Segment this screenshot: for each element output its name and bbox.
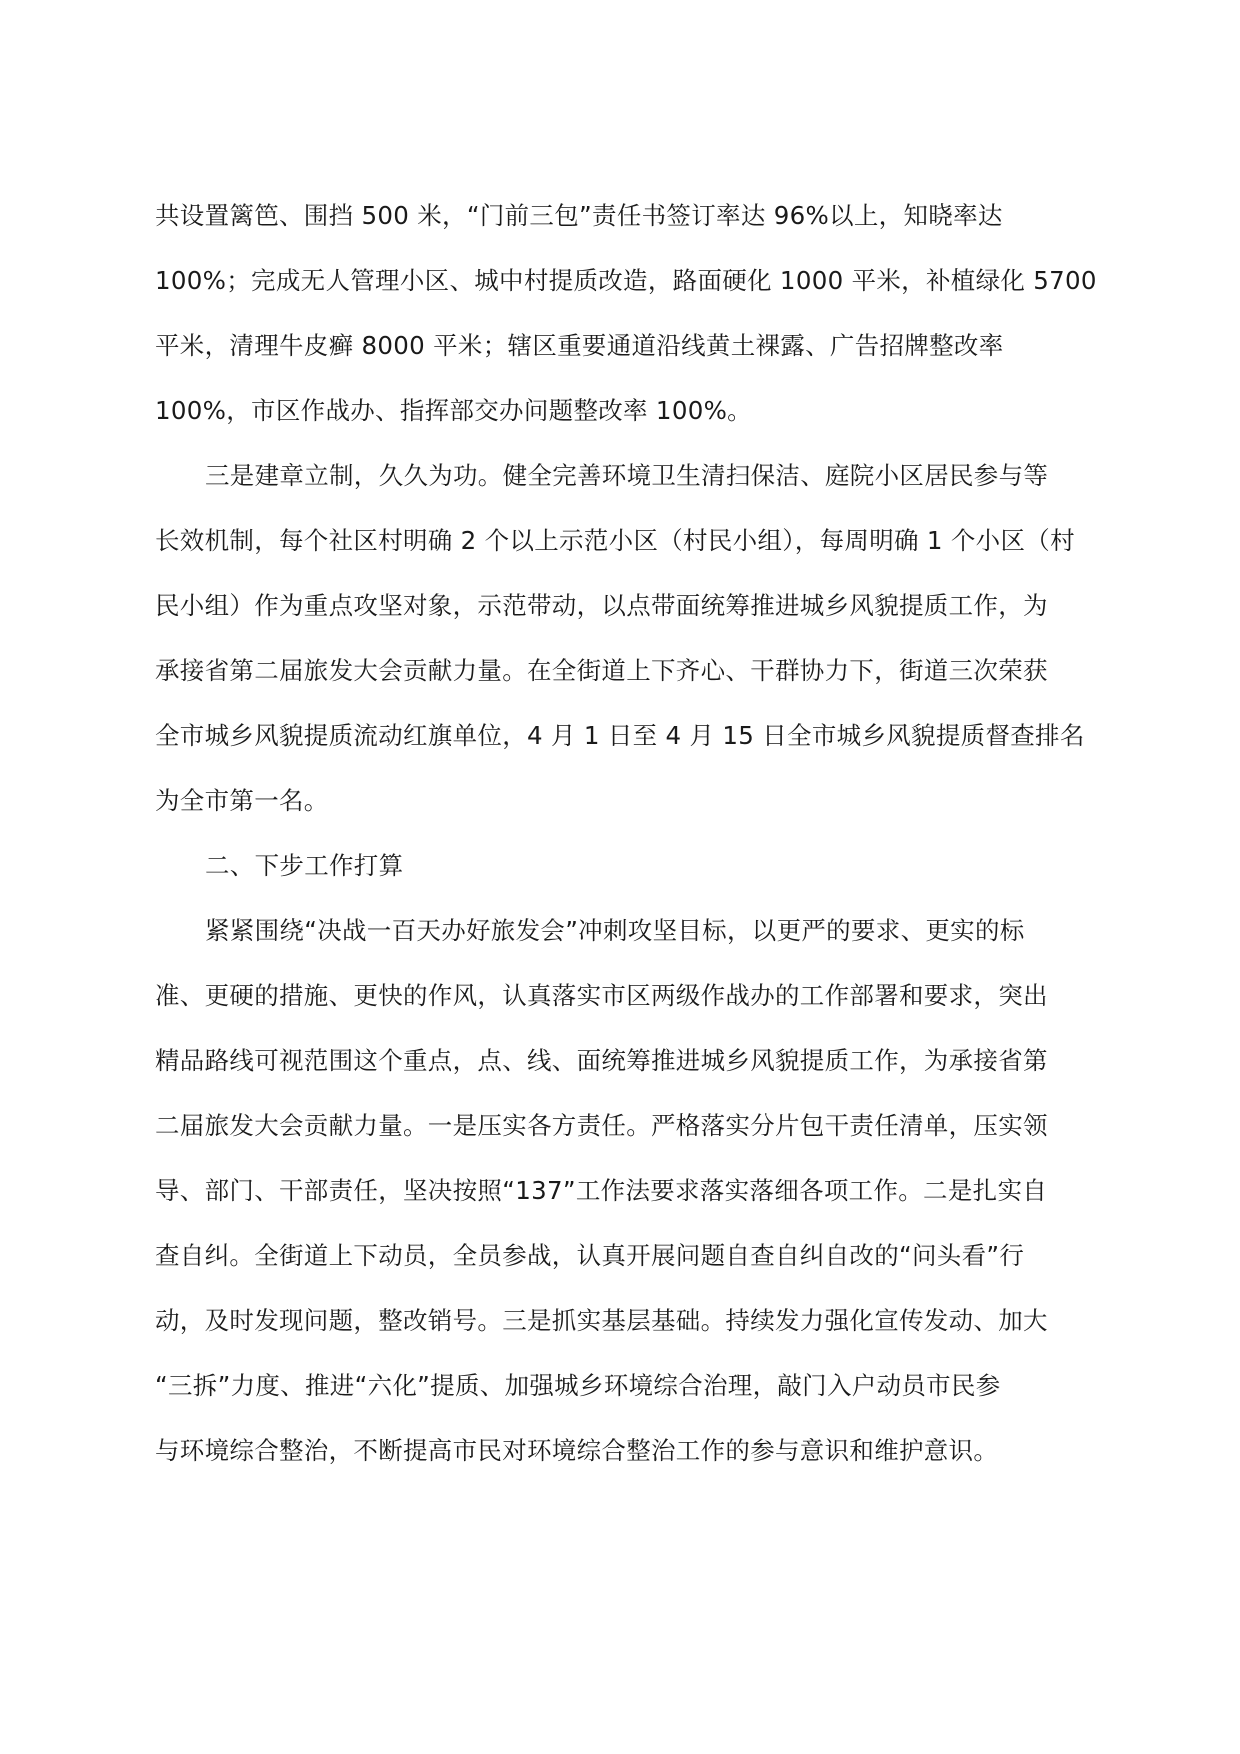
text-line: 准、更硬的措施、更快的作风，认真落实市区两级作战办的工作部署和要求，突出 [155,981,1048,1010]
text-line: 承接省第二届旅发大会贡献力量。在全街道上下齐心、干群协力下，街道三次荣获 [155,656,1048,685]
text-line: 动，及时发现问题，整改销号。三是抓实基层基础。持续发力强化宣传发动、加大 [155,1306,1048,1335]
text-line: 为全市第一名。 [155,786,329,815]
text-line: 二届旅发大会贡献力量。一是压实各方责任。严格落实分片包干责任清单，压实领 [155,1111,1048,1140]
paragraph-first-line: 三是建章立制，久久为功。健全完善环境卫生清扫保洁、庭院小区居民参与等 [205,461,1049,490]
text-line: 精品路线可视范围这个重点，点、线、面统筹推进城乡风貌提质工作，为承接省第 [155,1046,1048,1075]
text-line: 导、部门、干部责任，坚决按照“137”工作法要求落实落细各项工作。二是扎实自 [155,1176,1048,1205]
text-line: “三拆”力度、推进“六化”提质、加强城乡环境综合治理，敲门入户动员市民参 [155,1371,1001,1400]
text-line: 长效机制，每个社区村明确 2 个以上示范小区（村民小组），每周明确 1 个小区（村 [155,526,1075,555]
section-heading: 二、下步工作打算 [205,851,404,880]
text-line: 100%；完成无人管理小区、城中村提质改造，路面硬化 1000 平米，补植绿化 5700 [155,266,1097,295]
text-line: 与环境综合整治，不断提高市民对环境综合整治工作的参与意识和维护意识。 [155,1436,999,1465]
text-line: 100%，市区作战办、指挥部交办问题整改率 100%。 [155,396,752,425]
document-body [155,183,1097,1483]
text-line: 查自纠。全街道上下动员，全员参战，认真开展问题自查自纠自改的“问头看”行 [155,1241,1025,1270]
text-line: 平米，清理牛皮癣 8000 平米；辖区重要通道沿线黄土裸露、广告招牌整改率 [155,331,1004,360]
text-line: 全市城乡风貌提质流动红旗单位，4 月 1 日至 4 月 15 日全市城乡风貌提质督查排名 [155,721,1085,750]
text-line: 共设置篱笆、围挡 500 米，“门前三包”责任书签订率达 96%以上，知晓率达 [155,201,1003,230]
paragraph-first-line: 紧紧围绕“决战一百天办好旅发会”冲刺攻坚目标，以更严的要求、更实的标 [205,916,1025,945]
text-line: 民小组）作为重点攻坚对象，示范带动，以点带面统筹推进城乡风貌提质工作，为 [155,591,1048,620]
